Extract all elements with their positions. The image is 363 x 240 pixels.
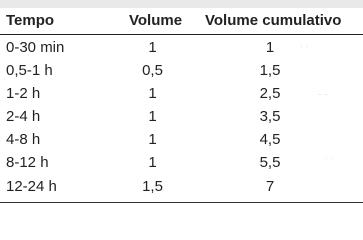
cell-tempo: 0,5-1 h [6,62,53,79]
cell-cumulative: 1,5 [259,62,281,79]
table-row [0,152,363,173]
cell-tempo: 0-30 min [6,39,65,56]
cell-cumulative: 1 [265,39,275,56]
header-cumulative: Volume cumulativo [205,12,342,29]
table-row [0,106,363,127]
cell-cumulative: 5,5 [259,154,281,171]
table-row [0,176,363,197]
cell-tempo: 4-8 h [6,131,41,148]
cell-volume: 1,5 [142,178,163,195]
cell-cumulative: 7 [265,178,275,195]
cell-volume: 1 [148,131,157,148]
bleed-through-mark: . . [300,38,309,50]
header-tempo: Tempo [6,12,55,29]
table-row [0,60,363,81]
cell-volume: 1 [148,85,157,102]
bleed-through-mark: - - [318,88,329,100]
table-row [0,129,363,150]
cell-tempo: 12-24 h [6,178,57,195]
cell-volume: 1 [148,108,157,125]
cell-cumulative: 3,5 [259,108,281,125]
cell-cumulative: 4,5 [259,131,281,148]
cell-tempo: 8-12 h [6,154,49,171]
cell-cumulative: 2,5 [259,85,281,102]
cell-volume: 0,5 [142,62,163,79]
header-volume: Volume [129,12,183,29]
table-bottom-rule [0,202,363,203]
bleed-through-mark: . . [325,150,334,162]
cell-volume: 1 [148,154,157,171]
table-row [0,37,363,58]
cell-volume: 1 [148,39,157,56]
table-row [0,83,363,104]
table-header [0,8,363,35]
cell-tempo: 2-4 h [6,108,41,125]
cell-tempo: 1-2 h [6,85,41,102]
